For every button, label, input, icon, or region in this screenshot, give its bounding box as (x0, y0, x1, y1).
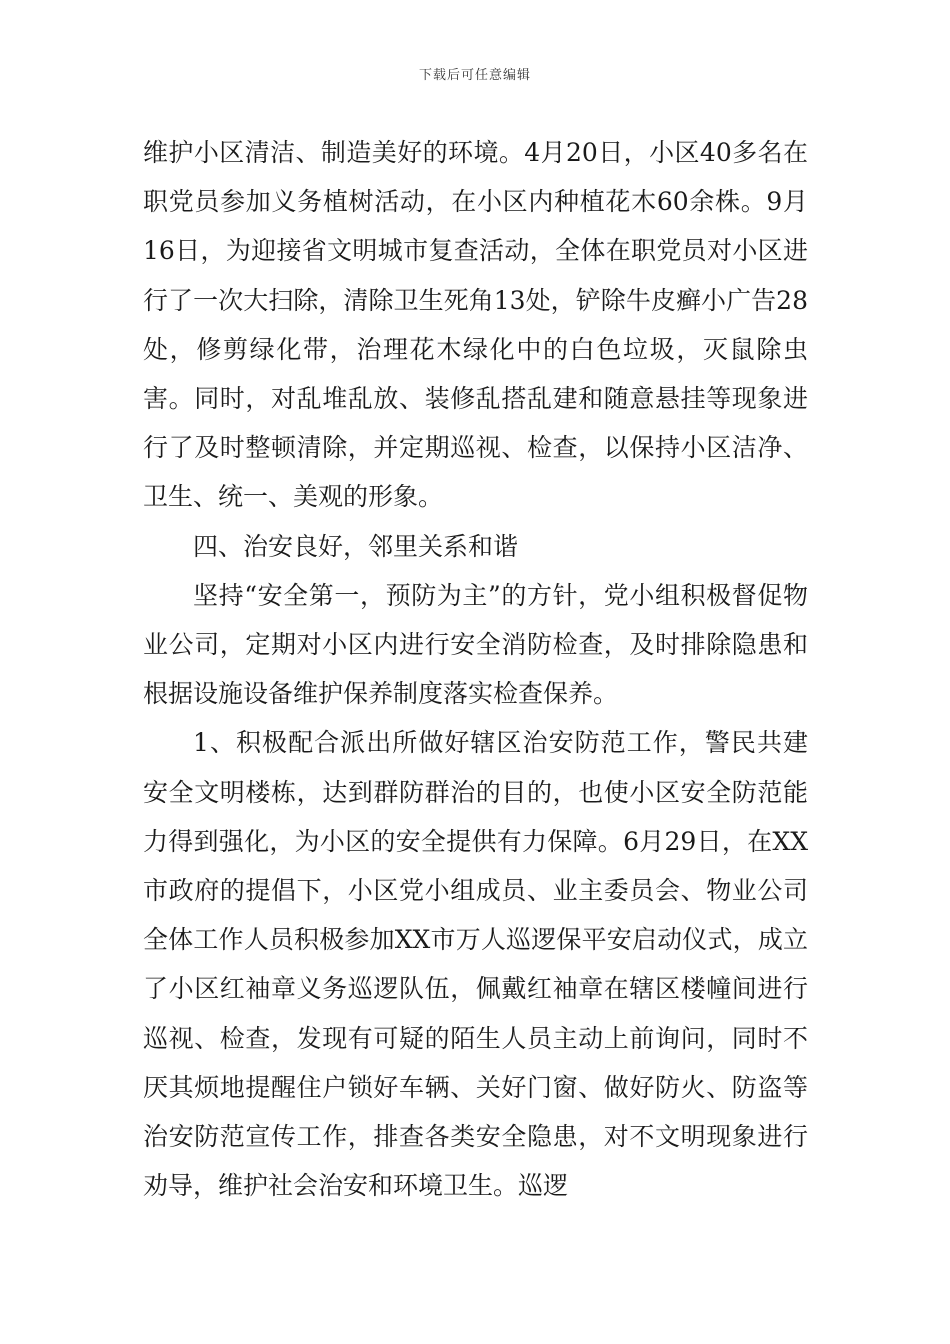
document-body (143, 128, 808, 1210)
section-heading-security: 四、治安良好，邻里关系和谐 (193, 531, 519, 561)
paragraph-patrol: 1、积极配合派出所做好辖区治安防范工作，警民共建安全文明楼栋，达到群防群治的目的，也使小区安全防范能力得到强化，为小区的安全提供有力保障。6月29日，在XX市政府的提倡下，小区党小组成员、业主委员会、物业公司全体工作人员积极参加XX市万人巡逻保平安启动仪式，成立了小区红袖章义务巡逻队伍，佩戴红袖章在辖区楼幢间进行巡视、检查，发现有可疑的陌生人员主动上前询问，同时不厌其烦地提醒住户锁好车辆、关好门窗、做好防火、防盗等治安防范宣传工作，排查各类安全隐患，对不文明现象进行劝导，维护社会治安和环境卫生。巡逻 (143, 728, 808, 1201)
paragraph-environment: 维护小区清洁、制造美好的环境。4月20日，小区40多名在职党员参加义务植树活动，在小区内种植花木60余株。9月16日，为迎接省文明城市复查活动，全体在职党员对小区进行了一次大扫除，清除卫生死角13处，铲除牛皮癣小广告28处，修剪绿化带，治理花木绿化中的白色垃圾，灭鼠除虫害。同时，对乱堆乱放、装修乱搭乱建和随意悬挂等现象进行了及时整顿清除，并定期巡视、检查，以保持小区洁净、卫生、统一、美观的形象。 (143, 138, 808, 512)
paragraph-safety-policy: 坚持“安全第一，预防为主”的方针，党小组积极督促物业公司，定期对小区内进行安全消防检查，及时排除隐患和根据设施设备维护保养制度落实检查保养。 (143, 580, 808, 709)
page-header: 下载后可任意编辑 (418, 68, 531, 83)
